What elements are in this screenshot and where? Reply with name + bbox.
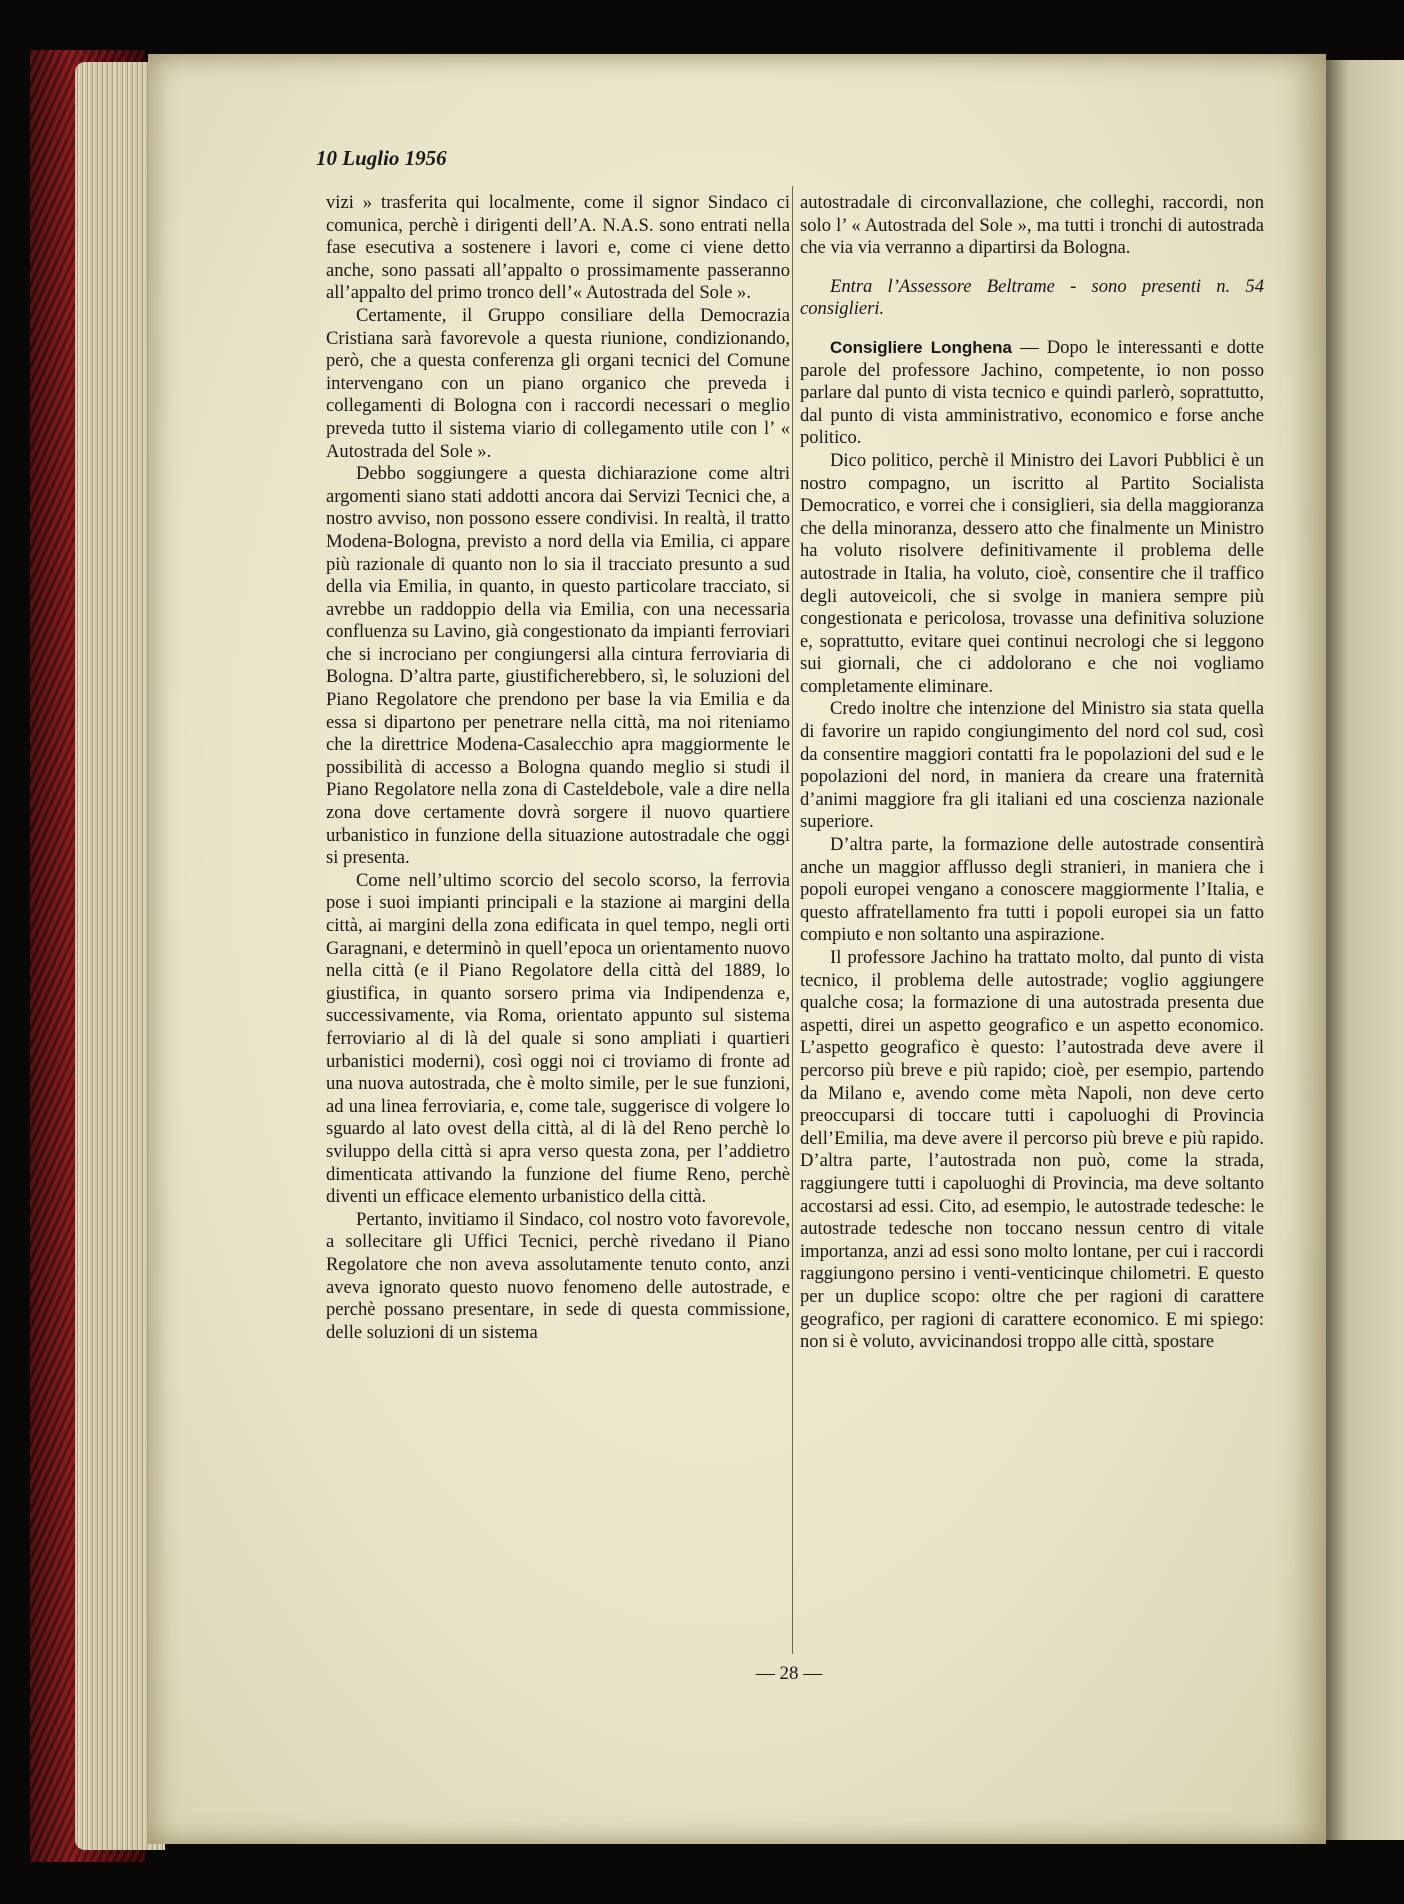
- paragraph: Dico politico, perchè il Ministro dei Lavori Pubblici è un nostro compagno, un iscritto al Partito Socialista Democratico, e vorrei che i consiglieri, sia della maggioranza che della minoranza, dessero atto che finalmente un Ministro ha voluto risolvere definitivamente il problema delle autostrade in Italia, ha voluto, cioè, consentire che il traffico degli autoveicoli, che si svolge in maniera sempre più congestionata e pericolosa, trovasse una definitiva soluzione e, soprattutto, evitare quei continui necrologi che si leggono sui giornali, che ci addolorano e che noi vogliamo completamente eliminare.: [800, 449, 1264, 697]
- session-note: Entra l’Assessore Beltrame - sono presenti n. 54 consiglieri.: [800, 275, 1264, 320]
- next-page-edge: [1326, 60, 1404, 1840]
- speaker-name: Consigliere Longhena: [830, 337, 1012, 357]
- paragraph: Come nell’ultimo scorcio del secolo scorso, la ferrovia pose i suoi impianti principali e la stazione ai margini della città, ai margini della zona edificata in quel tempo, negli orti Garagnani, e determinò in quell’epoca un orientamento nuovo nella città (e il Piano Regolatore della città del 1889, lo giustifica, in quanto sorsero prima via Indipendenza e, successivamente, via Roma, orientato appunto sul sistema ferroviario al di là del quale si sono ampliati i quartieri urbanistici moderni), così oggi noi ci troviamo di fronte ad una nuova autostrada, che è molto simile, per le sue funzioni, ad una linea ferroviaria, e, come tale, suggerisce di volgere lo sguardo al lato ovest della città, al di là del Reno perchè lo sviluppo della città si apra verso questa zona, per l’addietro dimenticata attivando la funzione del fiume Reno, perchè diventi un efficace elemento urbanistico della città.: [326, 869, 790, 1208]
- paragraph: Pertanto, invitiamo il Sindaco, col nostro voto favorevole, a sollecitare gli Uffici Tecnici, perchè rivedano il Piano Regolatore che non aveva assolutamente tenuto conto, anzi aveva ignorato questo nuovo fenomeno delle autostrade, e perchè possano presentare, in sede di questa commissione, delle soluzioni di un sistema: [326, 1208, 790, 1343]
- paragraph: Credo inoltre che intenzione del Ministro sia stata quella di favorire un rapido congiungimento del nord col sud, così da consentire maggiori contatti fra le popolazioni del sud e le popolazioni del nord, in maniera da creare una fraternità d’animi maggiore fra gli italiani ed una coscienza nazionale superiore.: [800, 698, 1264, 833]
- right-column: [800, 192, 1264, 1354]
- paragraph: autostradale di circonvallazione, che colleghi, raccordi, non solo l’ « Autostrada del Sole », ma tutti i tronchi di autostrada che via via verranno a dipartirsi da Bologna.: [800, 192, 1264, 259]
- speech-paragraph: [800, 337, 1264, 450]
- column-divider: [792, 186, 793, 1654]
- paragraph: Il professore Jachino ha trattato molto, dal punto di vista tecnico, il problema delle autostrade; voglio aggiungere qualche cosa; la formazione di una autostrada presenta due aspetti, direi un aspetto geografico e un aspetto economico. L’aspetto geografico è questo: l’autostrada deve avere il percorso più breve e più rapido; cioè, per esempio, partendo da Milano e, avendo come mèta Napoli, non deve certo preoccuparsi di toccare tutti i capoluoghi di Provincia dell’Emilia, ma deve avere il percorso più breve e più rapido. D’altra parte, l’autostrada non può, come la strada, raggiungere tutti i capoluoghi di Provincia, ma deve soltanto accostarsi ad essi. Cito, ad esempio, le autostrade tedesche: le autostrade tedesche non toccano nessun centro di vitale importanza, anzi ad essi sono molto lontane, per cui i raccordi raggiungono persino i venti-venticinque chilometri. E questo per un duplice scopo: oltre che per ragioni di carattere geografico, per ragioni di carattere economico. E mi spiego: non si è voluto, avvicinandosi troppo alle città, spostare: [800, 947, 1264, 1353]
- speech-text: — Dopo le interessanti e dotte parole del professore Jachino, competente, io non posso parlare dal punto di vista tecnico e quindi parlerò, soprattutto, dal punto di vista amministrativo, economico e forse anche politico.: [800, 336, 1264, 449]
- paragraph: Debbo soggiungere a questa dichiarazione come altri argomenti siano stati addotti ancora dai Servizi Tecnici che, a nostro avviso, non possono essere condivisi. In realtà, il tratto Modena-Bologna, previsto a nord della via Emilia, ci appare più razionale di quanto non lo sia il tracciato presunto a sud della via Emilia, in quanto, in questo particolare tracciato, si avrebbe un raddoppio della via Emilia, con una necessaria confluenza su Lavino, già congestionato da impianti ferroviari che si incrociano per congiungersi alla cintura ferroviaria di Bologna. D’altra parte, giustificherebbero, sì, le soluzioni del Piano Regolatore che prendono per base la via Emilia e da essa si dipartono per penetrare nella città, ma noi riteniamo che la direttrice Modena-Casalecchio apra maggiormente le possibilità di accesso a Bologna quando meglio si studi il Piano Regolatore nella zona di Casteldebole, vale a dire nella zona dove certamente dovrà sorgere il nuovo quartiere urbanistico in funzione della situazione autostradale che oggi si presenta.: [326, 463, 790, 869]
- page-header-date: 10 Luglio 1956: [316, 146, 447, 170]
- paragraph: D’altra parte, la formazione delle autostrade consentirà anche un maggior afflusso degli stranieri, in maniera che i popoli europei vengano a conoscere maggiormente l’Italia, e questo affratellamento fra tutti i popoli europei sia un fatto compiuto e non soltanto una aspirazione.: [800, 834, 1264, 946]
- page-number: — 28 —: [755, 1663, 823, 1684]
- paragraph: vizi » trasferita qui localmente, come il signor Sindaco ci comunica, perchè i dirigenti dell’A. N.A.S. sono entrati nella fase esecutiva a sostenere i lavori e, come ci viene detto anche, sono passati all’appalto o prossimamente passeranno all’appalto del primo tronco dell’« Autostrada del Sole ».: [326, 192, 790, 304]
- left-column: [326, 192, 790, 1344]
- paragraph: Certamente, il Gruppo consiliare della Democrazia Cristiana sarà favorevole a questa riunione, condizionando, però, che a questa conferenza gli organi tecnici del Comune intervengano con un piano organico che preveda i collegamenti di Bologna con i raccordi necessari o meglio preveda tutto il sistema viario di collegamento utile con l’ « Autostrada del Sole ».: [326, 304, 790, 462]
